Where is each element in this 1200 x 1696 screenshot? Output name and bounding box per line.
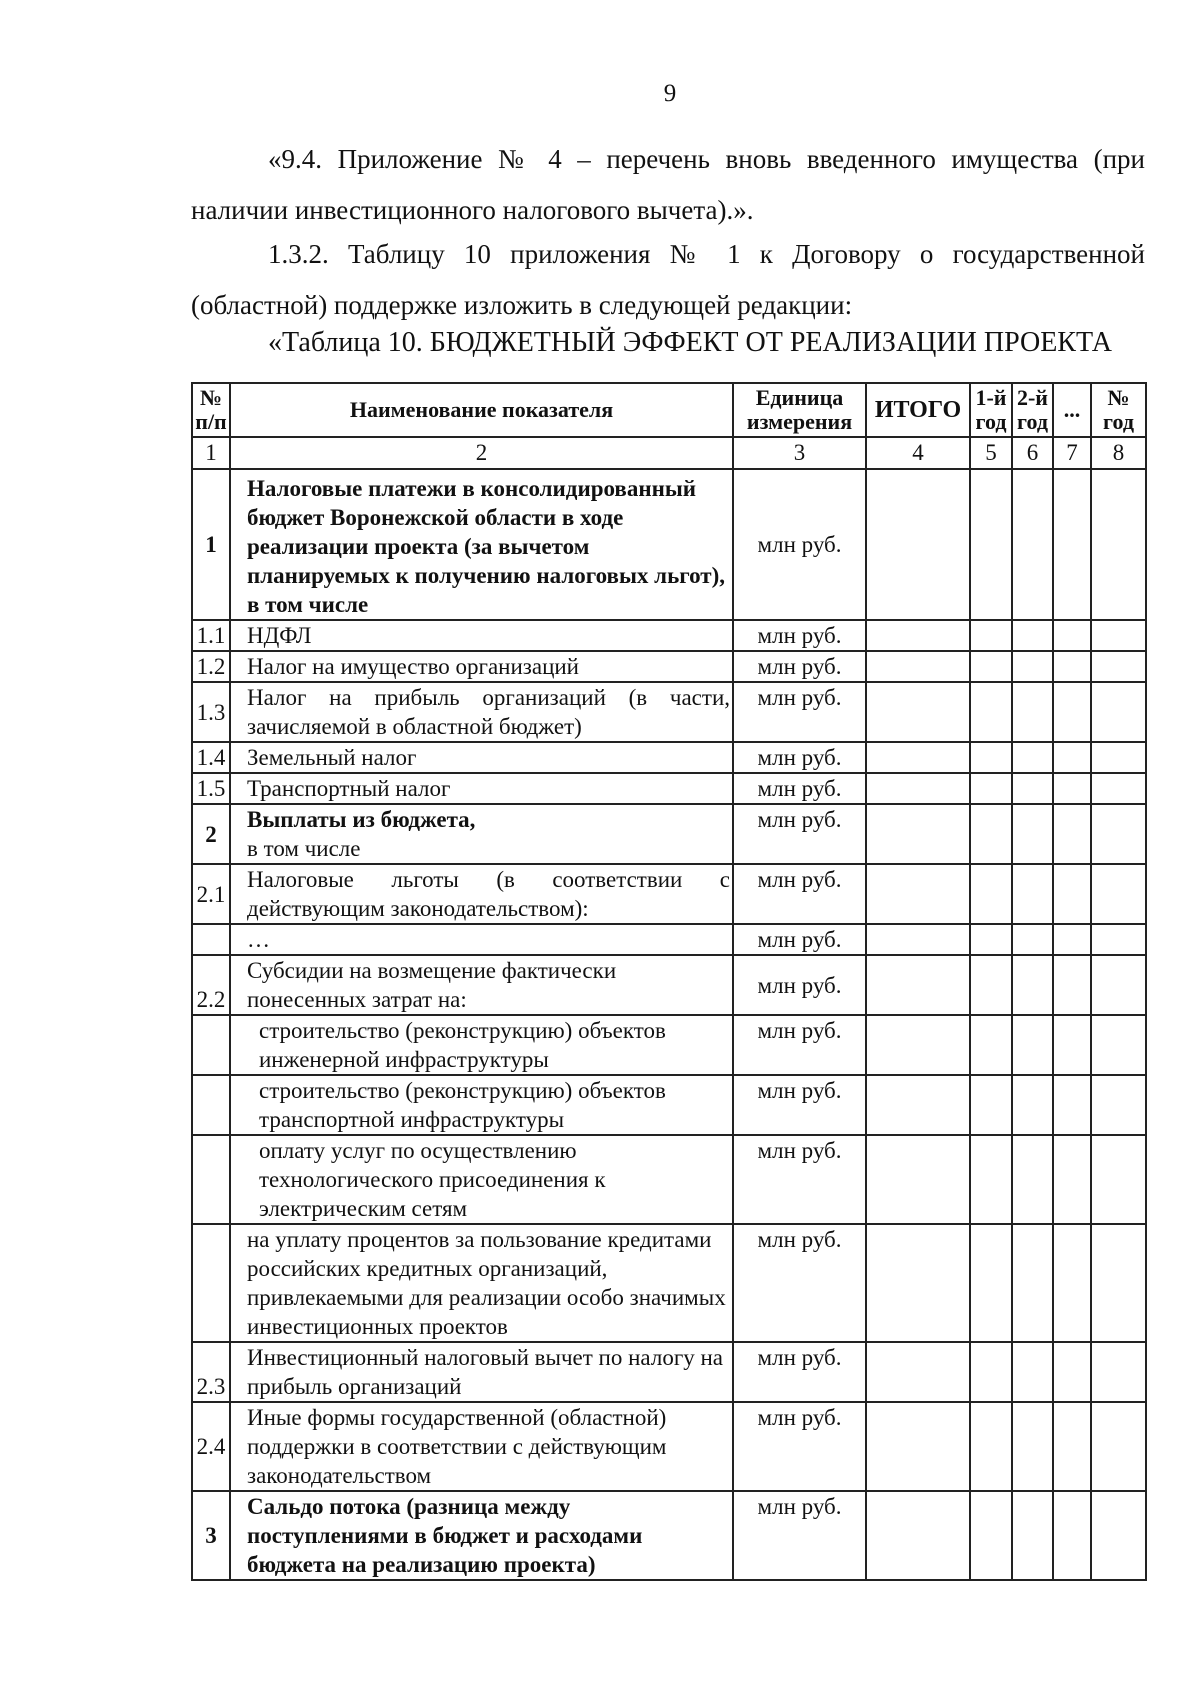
row-number: 1.5	[192, 773, 230, 804]
header-dots: ...	[1053, 383, 1091, 437]
table-row	[192, 773, 1146, 804]
row-unit: млн руб.	[733, 742, 866, 773]
row-year-1-cell	[970, 1075, 1012, 1135]
header-unit-line1: Единица	[755, 385, 844, 410]
table-row	[192, 924, 1146, 955]
row-name: Сальдо потока (разница между поступлениями в бюджет и расходами бюджета на реализацию проекта)	[230, 1491, 733, 1580]
row-year-2-cell	[1012, 1402, 1053, 1491]
row-total-cell	[866, 469, 970, 620]
row-number: 1.3	[192, 682, 230, 742]
row-name: …	[230, 924, 733, 955]
header-unit	[733, 383, 866, 437]
column-number: 7	[1053, 437, 1091, 469]
row-year-1-cell	[970, 1224, 1012, 1342]
row-total-cell	[866, 1015, 970, 1075]
row-year-n-cell	[1091, 1491, 1146, 1580]
row-total-cell	[866, 682, 970, 742]
header-year-2-line2: год	[1017, 409, 1048, 434]
row-year-1-cell	[970, 469, 1012, 620]
row-number: 1	[192, 469, 230, 620]
row-total-cell	[866, 1135, 970, 1224]
row-total-cell	[866, 773, 970, 804]
row-unit: млн руб.	[733, 1342, 866, 1402]
row-name: Налоговые льготы (в соответствии с действующим законодательством):	[230, 864, 733, 924]
row-total-cell	[866, 1075, 970, 1135]
row-total-cell	[866, 1402, 970, 1491]
row-year-2-cell	[1012, 1342, 1053, 1402]
budget-effect-table	[191, 382, 1147, 1581]
row-dots-cell	[1053, 955, 1091, 1015]
row-name: Налоговые платежи в консолидированный бюджет Воронежской области в ходе реализации проекта (за вычетом планируемых к получению налоговых льгот), в том числе	[230, 469, 733, 620]
row-year-1-cell	[970, 1135, 1012, 1224]
column-number: 5	[970, 437, 1012, 469]
row-dots-cell	[1053, 1135, 1091, 1224]
table-row	[192, 955, 1146, 1015]
row-year-2-cell	[1012, 804, 1053, 864]
row-number: 2.1	[192, 864, 230, 924]
row-unit: млн руб.	[733, 773, 866, 804]
row-number: 1.4	[192, 742, 230, 773]
row-number: 1.1	[192, 620, 230, 651]
column-number: 4	[866, 437, 970, 469]
row-total-cell	[866, 651, 970, 682]
page-number: 9	[663, 80, 677, 107]
row-year-2-cell	[1012, 773, 1053, 804]
table-row	[192, 1135, 1146, 1224]
row-dots-cell	[1053, 1015, 1091, 1075]
row-year-1-cell	[970, 620, 1012, 651]
column-number: 6	[1012, 437, 1053, 469]
header-year-n-line2: год	[1103, 409, 1134, 434]
row-year-1-cell	[970, 1015, 1012, 1075]
row-year-1-cell	[970, 1491, 1012, 1580]
row-number	[192, 1015, 230, 1075]
row-unit: млн руб.	[733, 924, 866, 955]
row-year-2-cell	[1012, 469, 1053, 620]
header-year-1	[970, 383, 1012, 437]
row-number: 2.4	[192, 1402, 230, 1491]
header-num-line2: п/п	[195, 409, 227, 434]
row-name-main: Выплаты из бюджета,	[247, 807, 476, 832]
row-name: на уплату процентов за пользование кредитами российских кредитных организаций, привлекаемыми для реализации особо значимых инвестиционных проектов	[230, 1224, 733, 1342]
table-row	[192, 1015, 1146, 1075]
row-year-n-cell	[1091, 1402, 1146, 1491]
row-dots-cell	[1053, 1491, 1091, 1580]
row-year-n-cell	[1091, 651, 1146, 682]
row-total-cell	[866, 955, 970, 1015]
row-total-cell	[866, 1491, 970, 1580]
row-dots-cell	[1053, 924, 1091, 955]
table-row	[192, 469, 1146, 620]
table-row	[192, 742, 1146, 773]
header-year-1-line2: год	[975, 409, 1007, 434]
row-year-n-cell	[1091, 1075, 1146, 1135]
row-unit: млн руб.	[733, 1015, 866, 1075]
row-dots-cell	[1053, 804, 1091, 864]
row-number	[192, 924, 230, 955]
row-name: оплату услуг по осуществлению технологического присоединения к электрическим сетям	[230, 1135, 733, 1224]
row-year-n-cell	[1091, 924, 1146, 955]
row-year-2-cell	[1012, 1135, 1053, 1224]
row-year-1-cell	[970, 864, 1012, 924]
row-number: 3	[192, 1491, 230, 1580]
row-name: Субсидии на возмещение фактически понесенных затрат на:	[230, 955, 733, 1015]
row-dots-cell	[1053, 1402, 1091, 1491]
row-total-cell	[866, 864, 970, 924]
row-name: НДФЛ	[230, 620, 733, 651]
table-row	[192, 1342, 1146, 1402]
column-number: 3	[733, 437, 866, 469]
row-year-2-cell	[1012, 1491, 1053, 1580]
header-year-2	[1012, 383, 1053, 437]
row-year-n-cell	[1091, 682, 1146, 742]
row-total-cell	[866, 620, 970, 651]
row-total-cell	[866, 1342, 970, 1402]
row-year-n-cell	[1091, 1015, 1146, 1075]
row-unit: млн руб.	[733, 682, 866, 742]
table-row	[192, 1402, 1146, 1491]
row-year-1-cell	[970, 651, 1012, 682]
table-caption: «Таблица 10. БЮДЖЕТНЫЙ ЭФФЕКТ ОТ РЕАЛИЗАЦИИ ПРОЕКТА	[268, 327, 1112, 358]
row-dots-cell	[1053, 682, 1091, 742]
row-year-1-cell	[970, 682, 1012, 742]
row-year-2-cell	[1012, 742, 1053, 773]
row-year-n-cell	[1091, 1224, 1146, 1342]
row-unit: млн руб.	[733, 1491, 866, 1580]
table-row	[192, 1491, 1146, 1580]
row-year-1-cell	[970, 804, 1012, 864]
row-year-2-cell	[1012, 955, 1053, 1015]
row-dots-cell	[1053, 1342, 1091, 1402]
row-name: Налог на имущество организаций	[230, 651, 733, 682]
row-number: 2	[192, 804, 230, 864]
row-dots-cell	[1053, 1224, 1091, 1342]
table-row	[192, 620, 1146, 651]
row-name: Инвестиционный налоговый вычет по налогу на прибыль организаций	[230, 1342, 733, 1402]
table-row	[192, 1224, 1146, 1342]
header-num-line1: №	[199, 385, 223, 410]
row-total-cell	[866, 804, 970, 864]
row-year-n-cell	[1091, 742, 1146, 773]
row-number: 2.3	[192, 1342, 230, 1402]
row-year-2-cell	[1012, 924, 1053, 955]
header-year-n	[1091, 383, 1146, 437]
row-year-2-cell	[1012, 620, 1053, 651]
column-number: 1	[192, 437, 230, 469]
table-row	[192, 804, 1146, 864]
header-year-1-line1: 1-й	[975, 385, 1007, 410]
row-year-1-cell	[970, 955, 1012, 1015]
row-number: 1.2	[192, 651, 230, 682]
row-name: Транспортный налог	[230, 773, 733, 804]
row-year-n-cell	[1091, 773, 1146, 804]
header-num	[192, 383, 230, 437]
table-row	[192, 651, 1146, 682]
row-dots-cell	[1053, 1075, 1091, 1135]
row-total-cell	[866, 924, 970, 955]
row-unit: млн руб.	[733, 955, 866, 1015]
row-unit: млн руб.	[733, 620, 866, 651]
row-name	[230, 804, 733, 864]
row-unit: млн руб.	[733, 1135, 866, 1224]
row-year-2-cell	[1012, 651, 1053, 682]
row-year-n-cell	[1091, 1135, 1146, 1224]
row-year-1-cell	[970, 1402, 1012, 1491]
column-number-row	[192, 437, 1146, 469]
table-header-row	[192, 383, 1146, 437]
row-name: строительство (реконструкцию) объектов инженерной инфраструктуры	[230, 1015, 733, 1075]
row-name: Налог на прибыль организаций (в части, зачисляемой в областной бюджет)	[230, 682, 733, 742]
row-number: 2.2	[192, 955, 230, 1015]
row-unit: млн руб.	[733, 651, 866, 682]
row-number	[192, 1135, 230, 1224]
header-year-2-line1: 2-й	[1016, 385, 1048, 410]
header-unit-line2: измерения	[746, 409, 853, 434]
row-year-2-cell	[1012, 1224, 1053, 1342]
row-year-n-cell	[1091, 804, 1146, 864]
row-name-sub: в том числе	[247, 836, 361, 861]
row-number	[192, 1075, 230, 1135]
column-number: 2	[230, 437, 733, 469]
row-year-n-cell	[1091, 620, 1146, 651]
row-name: Иные формы государственной (областной) поддержки в соответствии с действующим законодательством	[230, 1402, 733, 1491]
header-year-n-line1: №	[1107, 385, 1130, 410]
paragraph-table-10-amendment: 1.3.2. Таблицу 10 приложения № 1 к Договору о государственной (областной) поддержке изложить в следующей редакции:	[191, 239, 1145, 320]
row-unit: млн руб.	[733, 1402, 866, 1491]
row-year-n-cell	[1091, 864, 1146, 924]
row-name: Земельный налог	[230, 742, 733, 773]
column-number: 8	[1091, 437, 1146, 469]
row-total-cell	[866, 742, 970, 773]
row-year-1-cell	[970, 924, 1012, 955]
table-row	[192, 1075, 1146, 1135]
row-unit: млн руб.	[733, 1075, 866, 1135]
row-year-2-cell	[1012, 682, 1053, 742]
row-dots-cell	[1053, 620, 1091, 651]
header-total: ИТОГО	[866, 383, 970, 437]
row-total-cell	[866, 1224, 970, 1342]
row-unit: млн руб.	[733, 1224, 866, 1342]
row-year-n-cell	[1091, 955, 1146, 1015]
row-year-1-cell	[970, 773, 1012, 804]
row-dots-cell	[1053, 651, 1091, 682]
row-unit: млн руб.	[733, 804, 866, 864]
row-year-2-cell	[1012, 1075, 1053, 1135]
row-dots-cell	[1053, 742, 1091, 773]
header-name: Наименование показателя	[230, 383, 733, 437]
row-year-n-cell	[1091, 1342, 1146, 1402]
row-unit: млн руб.	[733, 469, 866, 620]
row-year-1-cell	[970, 742, 1012, 773]
row-number	[192, 1224, 230, 1342]
row-year-2-cell	[1012, 1015, 1053, 1075]
row-year-n-cell	[1091, 469, 1146, 620]
row-year-2-cell	[1012, 864, 1053, 924]
row-year-1-cell	[970, 1342, 1012, 1402]
row-dots-cell	[1053, 864, 1091, 924]
paragraph-appendix-4: «9.4. Приложение № 4 – перечень вновь введенного имущества (при наличии инвестиционного налогового вычета).».	[191, 144, 1145, 225]
row-dots-cell	[1053, 773, 1091, 804]
table-row	[192, 864, 1146, 924]
row-unit: млн руб.	[733, 864, 866, 924]
table-row	[192, 682, 1146, 742]
row-name: строительство (реконструкцию) объектов транспортной инфраструктуры	[230, 1075, 733, 1135]
row-dots-cell	[1053, 469, 1091, 620]
